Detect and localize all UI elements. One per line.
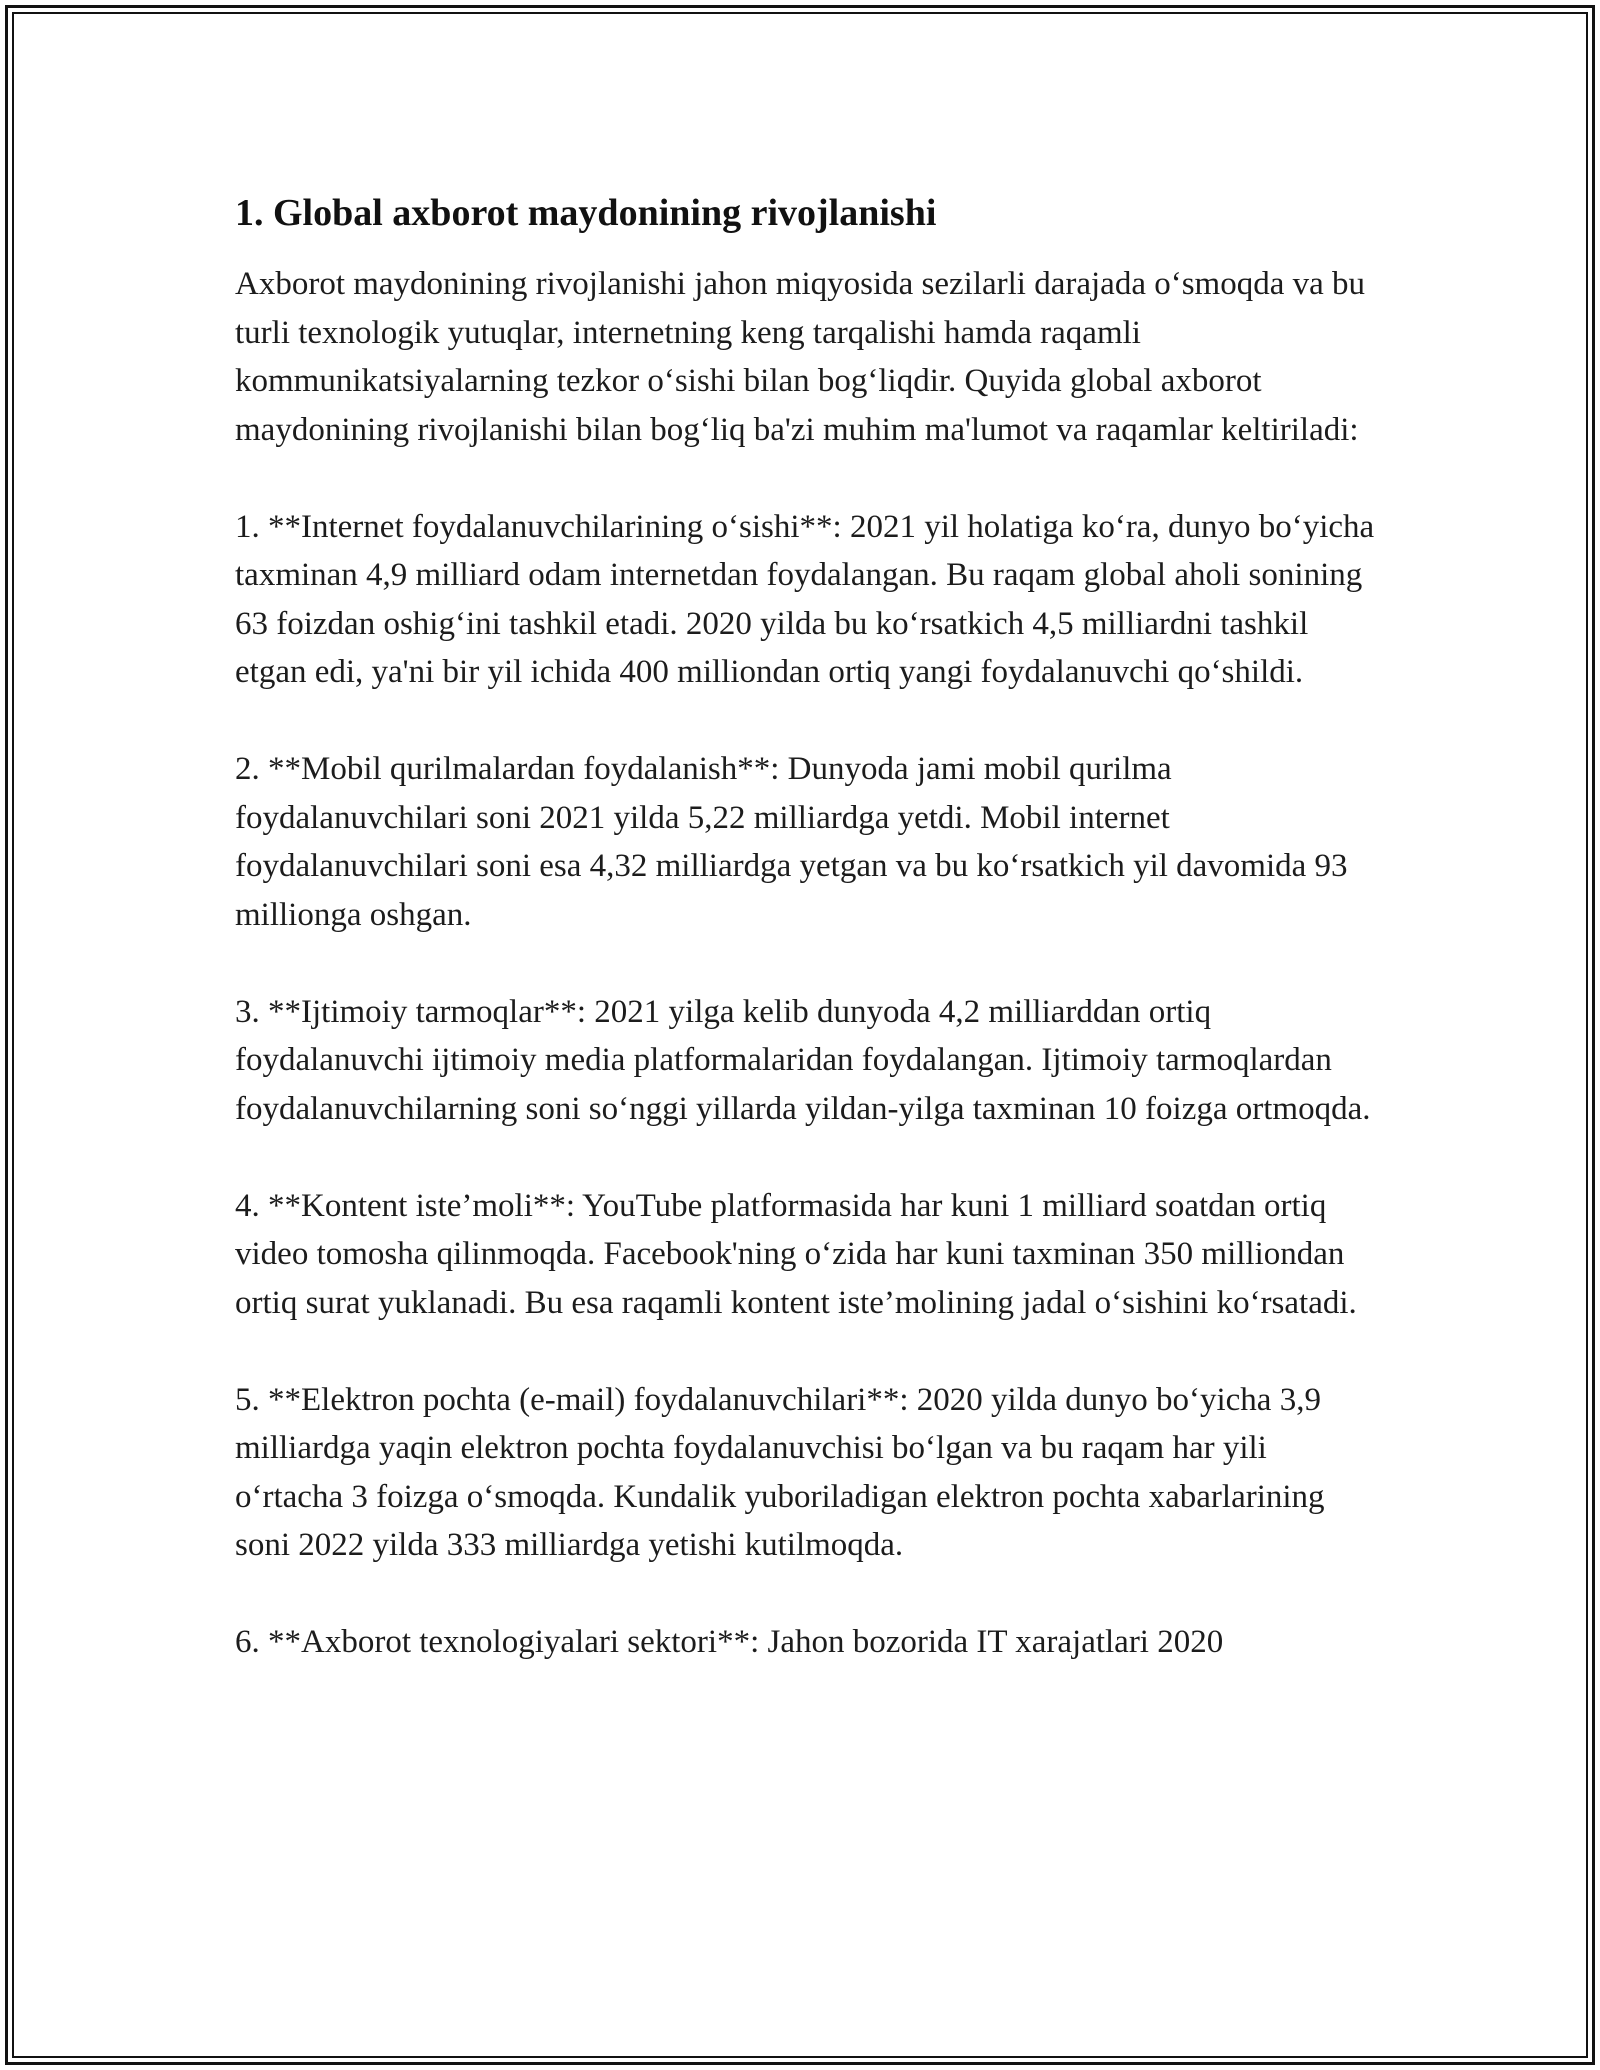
list-item-email-users: 5. **Elektron pochta (e-mail) foydalanuvchilari**: 2020 yilda dunyo bo‘yicha 3,9 milliardga yaqin elektron pochta foydalanuvchisi bo‘lgan va bu raqam har yili o‘rtacha 3 foizga o‘smoqda. Kundalik yuboriladigan elektron pochta xabarlarining soni 2022 yilda 333 milliardga yetishi kutilmoqda. bbox=[235, 1381, 1325, 1563]
list-item-content-consumption: 4. **Kontent iste’moli**: YouTube platformasida har kuni 1 milliard soatdan ortiq video tomosha qilinmoqda. Facebook'ning o‘zida har kuni taxminan 350 milliondan ortiq surat yuklanadi. Bu esa raqamli kontent iste’molining jadal o‘sishini ko‘rsatadi. bbox=[235, 1187, 1357, 1321]
section-heading: 1. Global axborot maydonining rivojlanishi bbox=[235, 192, 937, 234]
document-body bbox=[235, 188, 1375, 1715]
list-item-social-networks: 3. **Ijtimoiy tarmoqlar**: 2021 yilga kelib dunyoda 4,2 milliarddan ortiq foydalanuvchi ijtimoiy media platformalaridan foydalangan. Ijtimoiy tarmoqlardan foydalanuvchilarning soni so‘nggi yillarda yildan-yilga taxminan 10 foizga ortmoqda. bbox=[235, 993, 1371, 1127]
list-item-internet-users: 1. **Internet foydalanuvchilarining o‘sishi**: 2021 yil holatiga ko‘ra, dunyo bo‘yicha taxminan 4,9 milliard odam internetdan foydalangan. Bu raqam global aholi sonining 63 foizdan oshig‘ini tashkil etadi. 2020 yilda bu ko‘rsatkich 4,5 milliardni tashkil etgan edi, ya'ni bir yil ichida 400 milliondan ortiq yangi foydalanuvchi qo‘shildi. bbox=[235, 508, 1375, 690]
list-item-it-sector: 6. **Axborot texnologiyalari sektori**: Jahon bozorida IT xarajatlari 2020 bbox=[235, 1624, 1224, 1660]
intro-paragraph: Axborot maydonining rivojlanishi jahon miqyosida sezilarli darajada o‘smoqda va bu turli texnologik yutuqlar, internetning keng tarqalishi hamda raqamli kommunikatsiyalarning tezkor o‘sishi bilan bog‘liqdir. Quyida global axborot maydonining rivojlanishi bilan bog‘liq ba'zi muhim ma'lumot va raqamlar keltiriladi: bbox=[235, 266, 1366, 448]
list-item-mobile-devices: 2. **Mobil qurilmalardan foydalanish**: Dunyoda jami mobil qurilma foydalanuvchilari soni 2021 yilda 5,22 milliardga yetdi. Mobil internet foydalanuvchilari soni esa 4,32 milliardga yetgan va bu ko‘rsatkich yil davomida 93 millionga oshgan. bbox=[235, 751, 1348, 933]
